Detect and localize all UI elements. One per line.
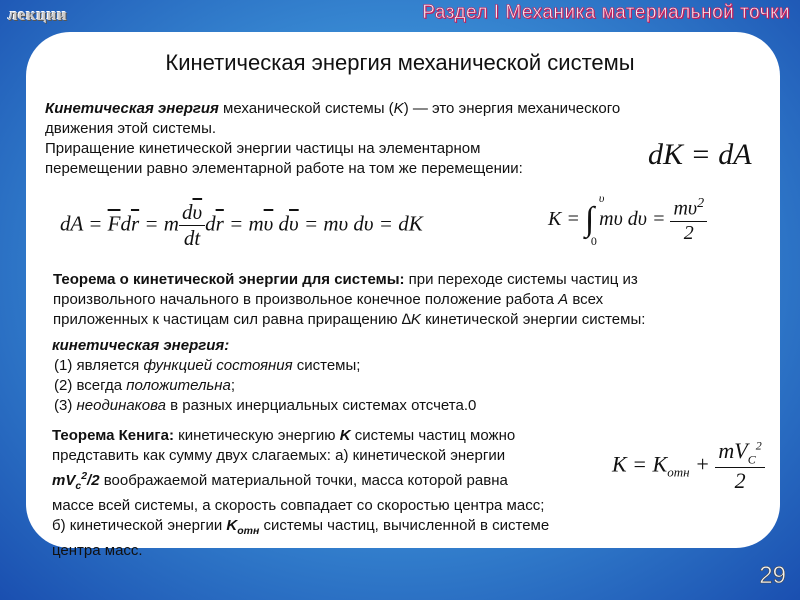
a-symbol: A (558, 291, 569, 308)
lecture-tag: лекции (8, 5, 68, 24)
intro-text: механической системы ( (218, 100, 394, 117)
section-title: Раздел I Механика материальной точки (422, 2, 790, 23)
intro-line-4: перемещении равно элементарной работе на том же перемещении: (45, 160, 523, 177)
intro-line-3: Приращение кинетической энергии частицы на элементарном (45, 140, 481, 157)
koenig-head: Теорема Кенига: (52, 427, 174, 444)
intro-paragraph (45, 99, 745, 179)
theorem-line-2-end: всех (568, 291, 604, 308)
property-item: (1) является функцией состояния системы; (54, 357, 361, 374)
property-item: (2) всегда положительна; (54, 377, 236, 394)
formula-koenig: $K = K_{отн}$ + $\frac{mV_C^2}{2}$ (612, 438, 765, 494)
formula-integral: K = ∫ υ 0 mυ dυ = $\frac{m\upsilon^2}{2}$ (548, 196, 707, 245)
theorem-line-3: приложенных к частицам сил равна приращению (53, 311, 402, 328)
theorem-head: Теорема о кинетической энергии для системы: (53, 271, 405, 288)
theorem-line-3-end: кинетической энергии системы: (420, 311, 646, 328)
k-symbol: K (393, 100, 404, 117)
koenig-line-2: представить как сумму двух слагаемых: а) кинетической энергии (52, 447, 506, 464)
theorem-text: при переходе системы частиц из (404, 271, 638, 288)
koenig-paragraph: Теорема Кенига: кинетическую энергию K системы частиц можно представить как сумму двух слагаемых: а) кинетической энергии $mV_c^2/2$ воображаемой материальной точки, масса которой равна массе всей системы, а скорость совпадает со скоростью центра масс; б) кинетической энергии $K_{отн}$ системы частиц, вычисленной в системе центра масс. (52, 426, 652, 561)
intro-line-2: движения этой системы. (45, 120, 217, 137)
formula-dk-da: dK = dA (648, 138, 752, 171)
properties-head: кинетическая энергия: (52, 337, 230, 354)
formula-work-chain: dA = $\overline{F}d\overline{r} = m$ $\frac{d\overline{\upsilon}}{dt}$ $d\overline{r} = m\overline{\upsilon}$ $d\overline{\upsilon} = m\upsilon$ dυ = dK (60, 200, 423, 250)
theorem-paragraph (53, 270, 773, 330)
page-number: 29 (759, 562, 786, 589)
intro-text-end: ) — это энергия механического (403, 100, 621, 117)
properties-list (52, 336, 752, 416)
property-item: (3) неодинакова в разных инерциальных системах отсчета.0 (54, 397, 477, 414)
delta-k-symbol: ∆K (401, 311, 421, 328)
theorem-line-2: произвольного начального в произвольное конечное положение работа (53, 291, 559, 308)
slide-title: Кинетическая энергия механической системы (165, 50, 635, 75)
intro-term: Кинетическая энергия (45, 100, 219, 117)
koenig-line-4: массе всей системы, а скорость совпадает со скоростью центра масс; (52, 497, 545, 514)
koenig-line-6: центра масс. (52, 542, 143, 559)
